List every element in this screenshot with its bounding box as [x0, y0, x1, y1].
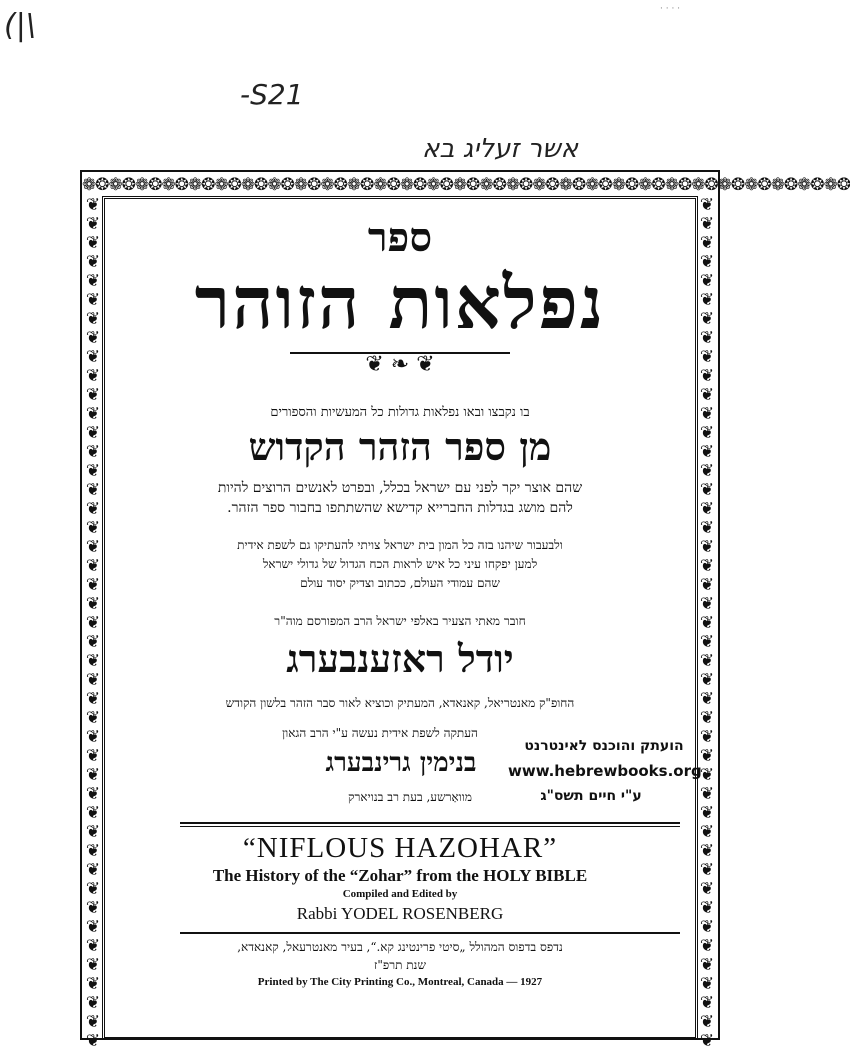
- purpose-line-1: ולבעבור שיהנו בזה כל המון בית ישראל צויתי להעתיקו גם לשפת אידית: [237, 538, 563, 552]
- subtitle-source: מן ספר הזהר הקדוש: [248, 424, 552, 469]
- border-top-ornament: ❁❂❁❂❁❂❁❂❁❂❁❂❁❂❁❂❁❂❁❂❁❂❁❂❁❂❁❂❁❂❁❂❁❂❁❂❁❂❁❂❁❂❁❂❁❂❁❂❁❂❁❂❁❂❁❂❁❂: [82, 175, 850, 195]
- translator-intro: העתקה לשפת אידית נעשה ע"י הרב הגאון: [282, 726, 478, 740]
- divider-rule-upper: [180, 822, 680, 824]
- stamp-line-3: ע"י חיים תשס"ג: [540, 788, 642, 804]
- imprint-hebrew-2: שנת תרפ"ז: [374, 958, 426, 972]
- subtitle-desc-1: שהם אוצר יקר לפני עם ישראל בכלל, ובפרט לאנשים הרוצים להיות: [217, 480, 583, 496]
- page-title: נפלאות הזוהר: [194, 260, 606, 345]
- subtitle-intro: בו נקבצו ובאו נפלאות גדולות כל המעשיות והספורים: [270, 405, 530, 420]
- english-author: Rabbi YODEL ROSENBERG: [296, 904, 504, 923]
- imprint-hebrew-1: נדפס בדפוס המהולל „סיטי פרינטינג קא.“, בעיר מאנטרעאל, קאנאדא,: [237, 940, 563, 954]
- translator-residence: מוואַרשע, בעת רב בנויארק: [348, 790, 472, 804]
- stamp-line-1: הועתק והוכנס לאינטרנט: [524, 738, 684, 754]
- stamp-url: www.hebrewbooks.org: [508, 762, 702, 780]
- margin-mark-top-right: · · · ·: [660, 4, 681, 14]
- author-residence: החופ"ק מאנטריאל, קאנאדא, המעתיק וכוציא לאור סבר הזהר בלשון הקודש: [225, 696, 575, 710]
- english-compiled: Compiled and Edited by: [342, 888, 458, 900]
- border-right-ornament: ❦ ❦ ❦ ❦ ❦ ❦ ❦ ❦ ❦ ❦ ❦ ❦ ❦ ❦ ❦ ❦ ❦ ❦ ❦ ❦ ❦ ❦ ❦ ❦ ❦ ❦ ❦ ❦ ❦ ❦ ❦ ❦ ❦ ❦ ❦ ❦ ❦ ❦ ❦ ❦ ❦ ❦ ❦ ❦ ❦: [699, 195, 715, 1051]
- author-intro: חובר מאתי הצעיר באלפי ישראל הרב המפורסם מוה"ר: [274, 614, 526, 628]
- english-subtitle: The History of the “Zohar” from the HOLY BIBLE: [212, 866, 588, 885]
- imprint-english: Printed by The City Printing Co., Montreal, Canada — 1927: [257, 976, 543, 988]
- owner-signature: אשר זעליג בא: [422, 134, 578, 164]
- english-title: “NIFLOUS HAZOHAR”: [242, 832, 558, 864]
- title-sefer: ספר: [367, 214, 433, 261]
- catalog-mark: -S21: [240, 78, 304, 111]
- author-name-hebrew: יודל ראזענבערג: [286, 636, 514, 681]
- purpose-line-3: שהם עמודי העולם, ככתוב וצדיק יסוד עולם: [300, 576, 500, 590]
- title-ornament: ❦ ❧ ❦: [365, 352, 435, 377]
- divider-rule-upper-2: [180, 826, 680, 827]
- border-left-ornament: ❦ ❦ ❦ ❦ ❦ ❦ ❦ ❦ ❦ ❦ ❦ ❦ ❦ ❦ ❦ ❦ ❦ ❦ ❦ ❦ ❦ ❦ ❦ ❦ ❦ ❦ ❦ ❦ ❦ ❦ ❦ ❦ ❦ ❦ ❦ ❦ ❦ ❦ ❦ ❦ ❦ ❦ ❦ ❦ ❦: [85, 195, 101, 1051]
- divider-rule-lower: [180, 932, 680, 934]
- subtitle-desc-2: להם מושג בגדלות החברייא קדישא שהשתתפו בחבור ספר הזהר.: [227, 500, 573, 516]
- purpose-line-2: למען יפקחו עיני כל איש לראות הכח הגדול של גדולי ישראל: [262, 557, 538, 571]
- translator-name: בנימין גרינבערג: [325, 748, 477, 778]
- margin-mark-top-left: (|\: [4, 8, 36, 43]
